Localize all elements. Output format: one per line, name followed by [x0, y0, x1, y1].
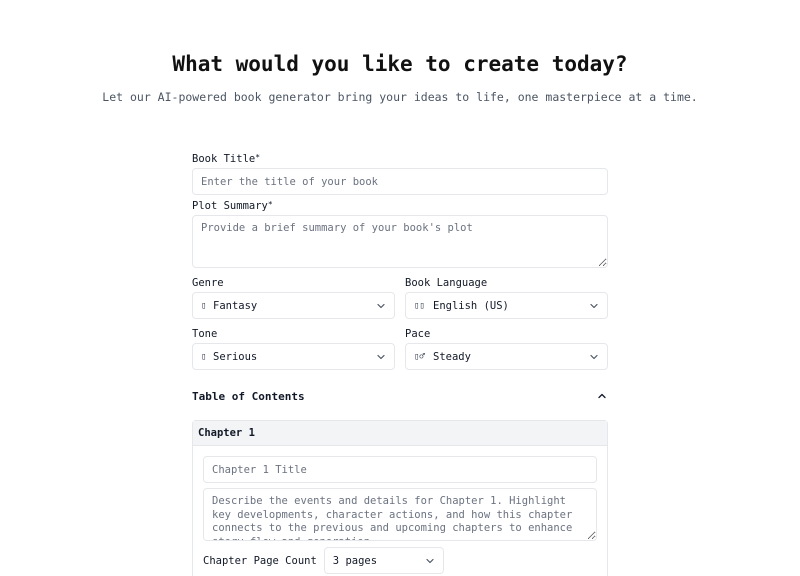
chapter-title-input[interactable]: [203, 456, 597, 483]
toc-toggle[interactable]: [192, 386, 608, 406]
book-title-label: Book Title*: [192, 153, 261, 165]
genre-selected-value: Fantasy: [213, 299, 258, 312]
chevron-down-icon: [376, 301, 386, 311]
chapter-page-count-value: 3 pages: [332, 554, 378, 567]
genre-field: [192, 276, 395, 319]
book-title-input[interactable]: [192, 168, 608, 195]
chevron-down-icon: [589, 301, 599, 311]
genre-select[interactable]: [192, 292, 395, 319]
chevron-down-icon: [589, 352, 599, 362]
chapter-header[interactable]: Chapter 1: [193, 421, 607, 446]
pace-field: [405, 327, 608, 370]
plot-summary-textarea[interactable]: [192, 215, 608, 268]
pace-select[interactable]: [405, 343, 608, 370]
chapter-page-count-select[interactable]: [324, 547, 444, 574]
language-select[interactable]: [405, 292, 608, 319]
genre-label: Genre: [192, 277, 224, 289]
plot-summary-label: Plot Summary*: [192, 200, 273, 212]
language-selected-value: English (US): [433, 299, 509, 312]
tone-selected-value: Serious: [213, 350, 258, 363]
tone-label: Tone: [192, 328, 218, 340]
tone-field: [192, 327, 395, 370]
chevron-up-icon: [597, 391, 607, 401]
chevron-down-icon: [425, 556, 435, 566]
language-field: [405, 276, 608, 319]
us-flag-emoji-icon: ▯▯: [414, 300, 425, 311]
language-label: Book Language: [405, 277, 488, 289]
dragon-emoji-icon: ▯: [201, 300, 207, 311]
serious-face-emoji-icon: ▯: [201, 351, 207, 362]
required-mark: *: [255, 153, 261, 162]
walking-emoji-icon: ▯♂: [414, 351, 425, 362]
required-mark: *: [267, 200, 273, 209]
plot-summary-field: [192, 199, 608, 268]
chapter-description-textarea[interactable]: [203, 488, 597, 541]
chapter-card: [192, 420, 608, 576]
toc-title: Table of Contents: [192, 389, 305, 403]
tone-select[interactable]: [192, 343, 395, 370]
book-title-field: [192, 152, 608, 195]
page-title: What would you like to create today?: [172, 52, 628, 76]
chapter-page-count-label: Chapter Page Count: [203, 554, 317, 567]
chapter-page-count-row: [203, 547, 444, 574]
page-subtitle: Let our AI-powered book generator bring your ideas to life, one masterpiece at a time.: [102, 90, 698, 104]
chevron-down-icon: [376, 352, 386, 362]
pace-label: Pace: [405, 328, 431, 340]
pace-selected-value: Steady: [433, 350, 471, 363]
